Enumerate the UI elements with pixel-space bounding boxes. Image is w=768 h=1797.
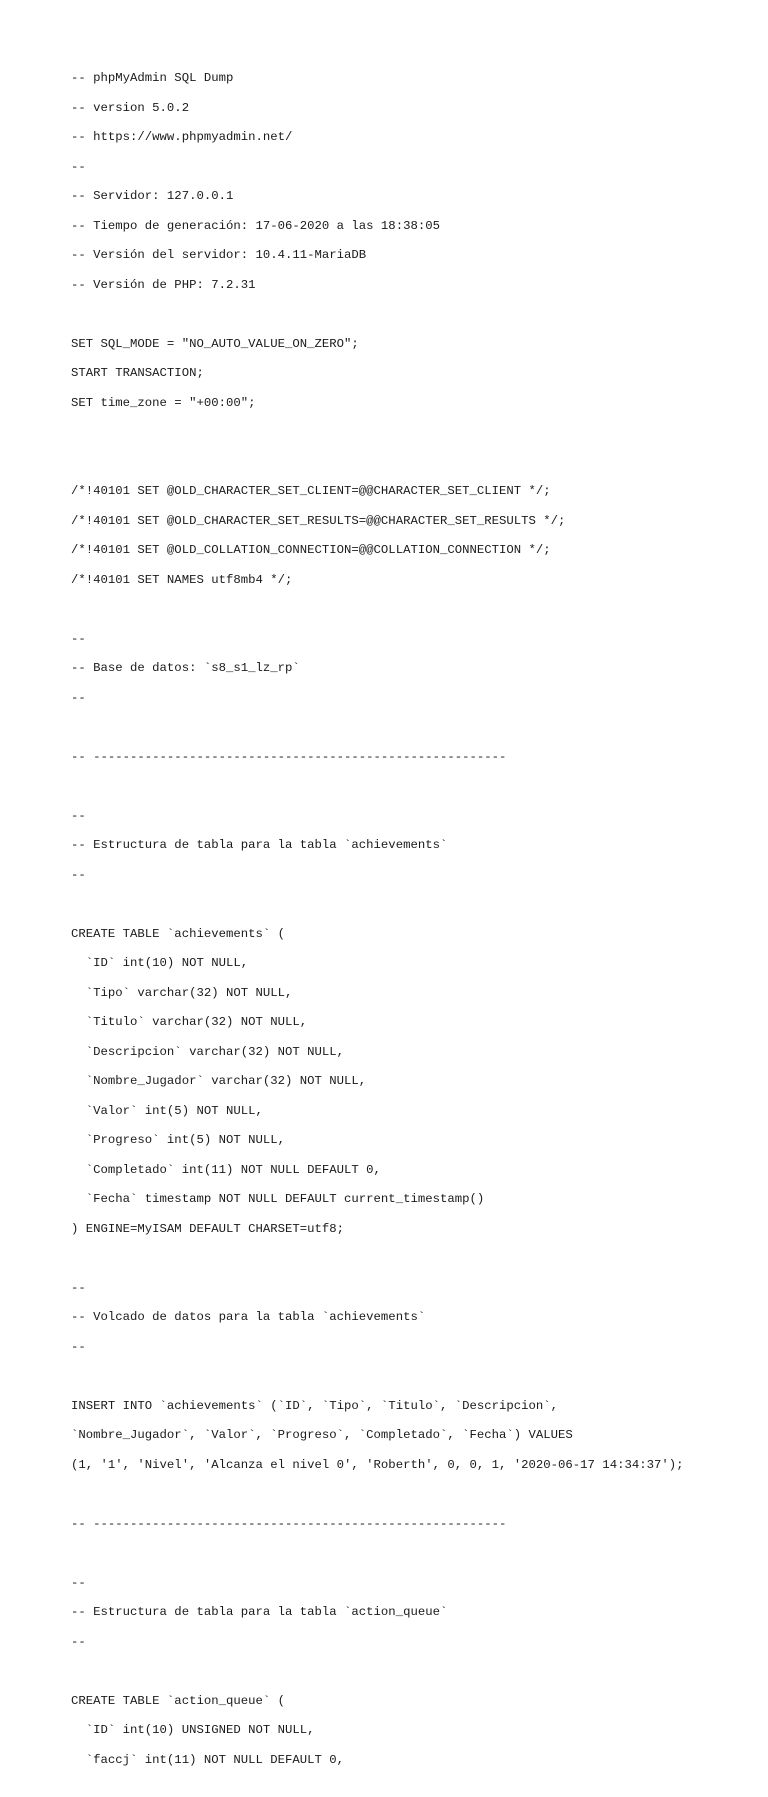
code-line: `Completado` int(11) NOT NULL DEFAULT 0, [71, 1162, 381, 1177]
code-line: ) ENGINE=MyISAM DEFAULT CHARSET=utf8; [71, 1221, 345, 1236]
sql-dump-text [71, 71, 684, 1797]
code-line: /*!40101 SET @OLD_CHARACTER_SET_CLIENT=@@CHARACTER_SET_CLIENT */; [71, 484, 551, 498]
code-line: -- [71, 1280, 86, 1295]
code-line: -- Servidor: 127.0.0.1 [71, 189, 234, 203]
code-line: -- version 5.0.2 [71, 100, 190, 115]
code-line: CREATE TABLE `action_queue` ( [71, 1693, 286, 1708]
code-line [71, 425, 684, 440]
code-line: `ID` int(10) NOT NULL, [71, 956, 249, 970]
code-line: -- Volcado de datos para la tabla `achievements` [71, 1310, 426, 1324]
code-line: `Descripcion` varchar(32) NOT NULL, [71, 1044, 345, 1059]
code-line: -- Versión de PHP: 7.2.31 [71, 277, 256, 292]
code-line: -- [71, 690, 86, 705]
code-line [71, 307, 684, 322]
code-line [71, 1487, 684, 1502]
code-line: -- Estructura de tabla para la tabla `achievements` [71, 838, 448, 852]
code-line: -- [71, 1339, 86, 1354]
code-line: -- [71, 867, 86, 882]
code-line: `Tipo` varchar(32) NOT NULL, [71, 985, 293, 1000]
code-line: `Nombre_Jugador` varchar(32) NOT NULL, [71, 1074, 367, 1088]
code-line: -- [71, 631, 86, 646]
code-line: -- Tiempo de generación: 17-06-2020 a las 18:38:05 [71, 218, 440, 233]
code-line: -- -------------------------------------------------------- [71, 749, 507, 764]
code-line: -- https://www.phpmyadmin.net/ [71, 130, 293, 144]
code-line: SET time_zone = "+00:00"; [71, 395, 256, 410]
code-line [71, 779, 684, 794]
code-line: `faccj` int(11) NOT NULL DEFAULT 0, [71, 1752, 345, 1767]
code-line: -- [71, 159, 86, 174]
code-line: `Titulo` varchar(32) NOT NULL, [71, 1015, 308, 1029]
code-line [71, 602, 684, 617]
code-line: -- [71, 808, 86, 823]
code-line: -- [71, 1575, 86, 1590]
code-line: -- Versión del servidor: 10.4.11-MariaDB [71, 248, 367, 262]
code-line: `Progreso` int(5) NOT NULL, [71, 1133, 286, 1147]
code-line: -- Base de datos: `s8_s1_lz_rp` [71, 661, 300, 675]
code-line: CREATE TABLE `achievements` ( [71, 926, 286, 941]
code-line [71, 1546, 684, 1561]
code-line: -- [71, 1634, 86, 1649]
code-line: `Fecha` timestamp NOT NULL DEFAULT current_timestamp() [71, 1192, 485, 1206]
code-line: `Nombre_Jugador`, `Valor`, `Progreso`, `Completado`, `Fecha`) VALUES [71, 1428, 573, 1442]
code-line: /*!40101 SET NAMES utf8mb4 */; [71, 572, 293, 587]
code-line [71, 897, 684, 912]
code-line [71, 1369, 684, 1384]
code-line: INSERT INTO `achievements` (`ID`, `Tipo`, `Titulo`, `Descripcion`, [71, 1398, 559, 1413]
code-line: START TRANSACTION; [71, 366, 204, 380]
code-line: /*!40101 SET @OLD_CHARACTER_SET_RESULTS=@@CHARACTER_SET_RESULTS */; [71, 513, 566, 528]
code-line: SET SQL_MODE = "NO_AUTO_VALUE_ON_ZERO"; [71, 336, 359, 351]
code-line: `Valor` int(5) NOT NULL, [71, 1103, 263, 1118]
code-line: (1, '1', 'Nivel', 'Alcanza el nivel 0', 'Roberth', 0, 0, 1, '2020-06-17 14:34:37'); [71, 1457, 684, 1472]
code-line [71, 1251, 684, 1266]
code-line: /*!40101 SET @OLD_COLLATION_CONNECTION=@@COLLATION_CONNECTION */; [71, 543, 551, 557]
code-line [71, 455, 684, 470]
code-line: -- -------------------------------------------------------- [71, 1516, 507, 1531]
code-line: `ID` int(10) UNSIGNED NOT NULL, [71, 1723, 315, 1737]
code-line [71, 1664, 684, 1679]
code-line: -- phpMyAdmin SQL Dump [71, 71, 234, 85]
code-line [71, 720, 684, 735]
code-line: -- Estructura de tabla para la tabla `action_queue` [71, 1605, 448, 1619]
